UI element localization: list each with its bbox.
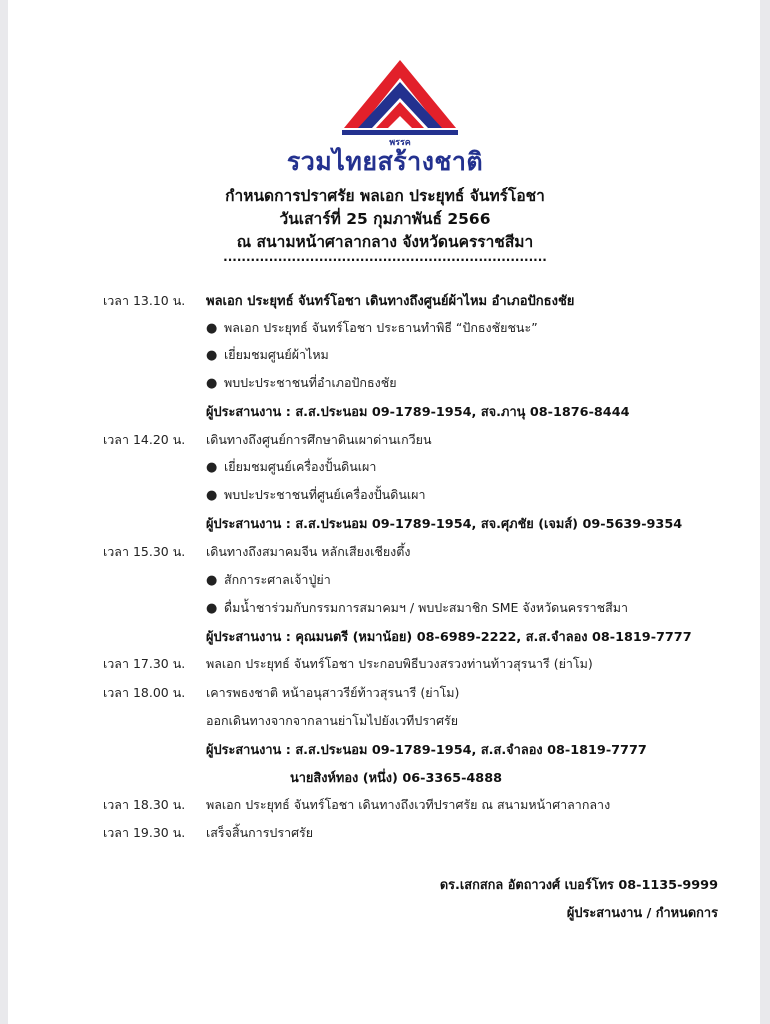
- bullet-icon: ●: [206, 488, 218, 503]
- bullet-icon: ●: [206, 321, 218, 336]
- signer-contact: ดร.เสกสกล อัตถาวงศ์ เบอร์โทร 08-1135-9999: [439, 878, 718, 893]
- schedule-item-desc: เดินทางถึงศูนย์การศึกษาดินเผาด่านเกวียน: [206, 432, 432, 447]
- bullet-item: [206, 318, 538, 338]
- header-divider: .......................................................................: [223, 250, 547, 264]
- schedule-item-desc: พลเอก ประยุทธ์ จันทร์โอชา เดินทางถึงศูนย์ผ้าไหม อำเภอปักธงชัย: [206, 294, 575, 309]
- bullet-text: พบปะประชาชนที่อำเภอปักธงชัย: [224, 375, 397, 390]
- coordinator-line: ผู้ประสานงาน : ส.ส.ประนอม 09-1789-1954, สจ.ภานุ 08-1876-8444: [206, 405, 630, 420]
- time-1310: เวลา 13.10 น.: [103, 293, 186, 308]
- schedule-item-desc-2: ออกเดินทางจากจากลานย่าโมไปยังเวทีปราศรัย: [206, 713, 459, 728]
- schedule-item-desc: เดินทางถึงสมาคมจีน หลักเสียงเชียงตึ้ง: [206, 544, 411, 559]
- bullet-icon: ●: [206, 573, 218, 588]
- bullet-text: เยี่ยมชมศูนย์ผ้าไหม: [224, 347, 329, 362]
- schedule-item-desc: พลเอก ประยุทธ์ จันทร์โอชา เดินทางถึงเวทีปราศรัย ณ สนามหน้าศาลากลาง: [206, 797, 611, 812]
- time-1530: เวลา 15.30 น.: [103, 544, 186, 559]
- bullet-item: [206, 345, 329, 365]
- bullet-icon: ●: [206, 460, 218, 475]
- bullet-icon: ●: [206, 376, 218, 391]
- bullet-item: [206, 457, 376, 477]
- bullet-text: เยี่ยมชมศูนย์เครื่องปั้นดินเผา: [224, 459, 377, 474]
- party-name: รวมไทยสร้างชาติ: [286, 147, 484, 176]
- event-venue: ณ สนามหน้าศาลากลาง จังหวัดนครราชสีมา: [236, 233, 534, 251]
- bullet-text: พลเอก ประยุทธ์ จันทร์โอชา ประธานทำพิธี “ปักธงชัยชนะ”: [224, 320, 538, 335]
- time-1420: เวลา 14.20 น.: [103, 432, 186, 447]
- schedule-item-desc: เคารพธงชาติ หน้าอนุสาวรีย์ท้าวสุรนารี (ย่าโม): [206, 685, 460, 700]
- time-1830: เวลา 18.30 น.: [103, 797, 186, 812]
- coordinator-line: ผู้ประสานงาน : คุณมนตรี (หมาน้อย) 08-6989-2222, ส.ส.จำลอง 08-1819-7777: [206, 630, 692, 645]
- bullet-text: พบปะประชาชนที่ศูนย์เครื่องปั้นดินเผา: [224, 487, 426, 502]
- bullet-item: [206, 373, 397, 393]
- bullet-icon: ●: [206, 601, 218, 616]
- coordinator-line: ผู้ประสานงาน : ส.ส.ประนอม 09-1789-1954, สจ.ศุภชัย (เจมส์) 09-5639-9354: [206, 517, 683, 532]
- logo-base-bar: [342, 130, 458, 135]
- time-1730: เวลา 17.30 น.: [103, 656, 186, 671]
- bullet-text: ดื่มน้ำชาร่วมกับกรรมการสมาคมฯ / พบปะสมาชิก SME จังหวัดนครราชสีมา: [224, 600, 628, 615]
- signer-role: ผู้ประสานงาน / กำหนดการ: [566, 906, 718, 921]
- coordinator-line-2: นายสิงห์ทอง (หนึ่ง) 06-3365-4888: [290, 771, 502, 786]
- bullet-icon: ●: [206, 348, 218, 363]
- bullet-item: [206, 598, 628, 618]
- coordinator-line: ผู้ประสานงาน : ส.ส.ประนอม 09-1789-1954, ส.ส.จำลอง 08-1819-7777: [206, 743, 647, 758]
- logo-party-sub: พรรค: [389, 138, 411, 146]
- schedule-item-desc: พลเอก ประยุทธ์ จันทร์โอชา ประกอบพิธีบวงสรวงท่านท้าวสุรนารี (ย่าโม): [206, 656, 593, 671]
- bullet-item: [206, 570, 331, 590]
- event-date: วันเสาร์ที่ 25 กุมภาพันธ์ 2566: [279, 210, 491, 228]
- schedule-item-desc: เสร็จสิ้นการปราศรัย: [206, 825, 314, 840]
- time-1800: เวลา 18.00 น.: [103, 685, 186, 700]
- bullet-item: [206, 485, 425, 505]
- time-1930: เวลา 19.30 น.: [103, 825, 186, 840]
- page-title: กำหนดการปราศรัย พลเอก ประยุทธ์ จันทร์โอชา: [225, 187, 545, 205]
- bullet-text: สักการะศาลเจ้าปู่ย่า: [224, 572, 331, 587]
- party-logo: [336, 56, 464, 146]
